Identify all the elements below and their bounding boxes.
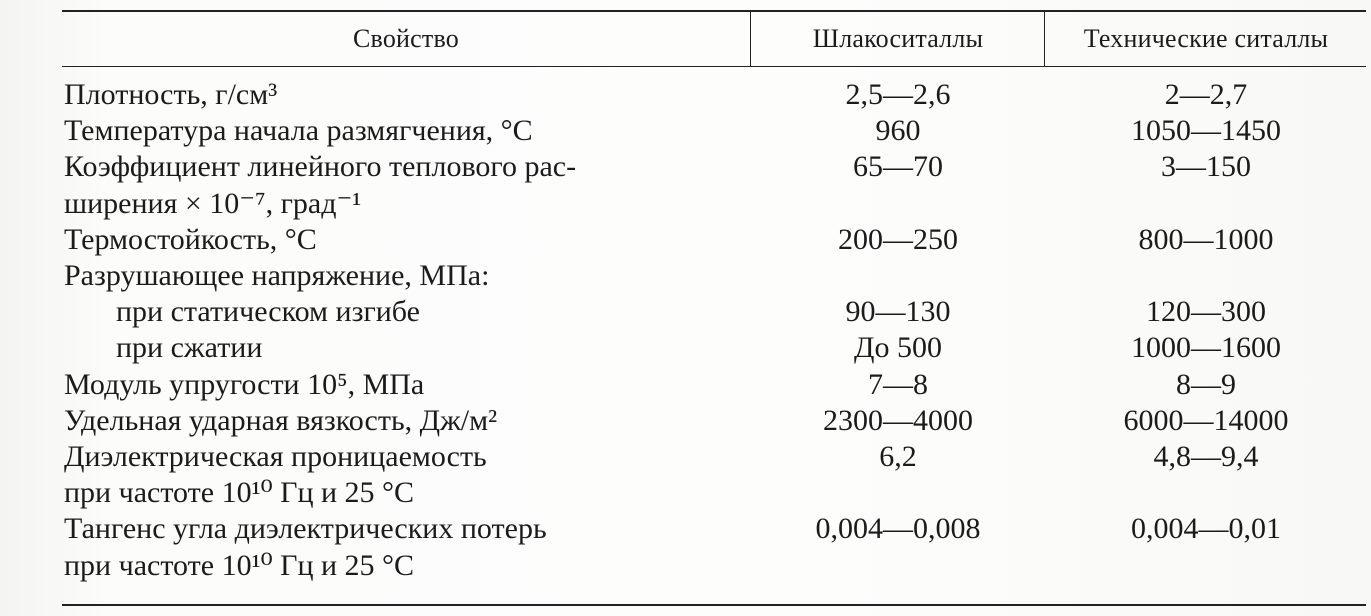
property-label: Коэффициент линейного теплового рас- [64, 150, 577, 184]
property-label: Тангенс угла диэлектрических потерь [64, 512, 547, 546]
property-label: при частоте 10¹⁰ Гц и 25 °C [64, 548, 415, 582]
technical-sitall-value: 0,004—0,01 [1131, 512, 1281, 546]
slag-sitall-value: 200—250 [838, 222, 958, 256]
technical-sitall-value: 6000—14000 [1123, 403, 1289, 437]
property-label: Модуль упругости 10⁵, МПа [64, 367, 425, 401]
technical-sitall-value: 8—9 [1176, 367, 1236, 401]
technical-sitall-value: 120—300 [1146, 295, 1266, 329]
header-separator [750, 12, 751, 66]
property-label: при статическом изгибе [116, 295, 420, 329]
slag-sitall-value: 960 [875, 114, 921, 148]
slag-sitall-value: 6,2 [879, 440, 917, 473]
property-label: Разрушающее напряжение, МПа: [64, 259, 490, 292]
slag-sitall-value: До 500 [854, 331, 942, 365]
header-separator [1044, 12, 1045, 66]
property-label: ширения × 10⁻⁷, град⁻¹ [64, 186, 362, 220]
property-label: Плотность, г/см³ [64, 78, 278, 111]
property-label: Удельная ударная вязкость, Дж/м² [64, 403, 498, 437]
column-header-property: Свойство [353, 24, 459, 53]
slag-sitall-value: 90—130 [845, 295, 951, 329]
column-header-technical-sitalls: Технические ситаллы [1083, 24, 1329, 53]
technical-sitall-value: 800—1000 [1138, 222, 1274, 256]
property-label: Температура начала размягчения, °C [64, 114, 533, 148]
column-header-slag-sitalls: Шлакоситаллы [812, 24, 984, 53]
property-label: Термостойкость, °C [64, 222, 317, 256]
slag-sitall-value: 65—70 [853, 150, 943, 184]
technical-sitall-value: 1000—1600 [1131, 331, 1281, 365]
slag-sitall-value: 2,5—2,6 [845, 78, 951, 111]
technical-sitall-value: 1050—1450 [1131, 114, 1281, 148]
slag-sitall-value: 0,004—0,008 [815, 512, 981, 546]
table-bottom-rule [62, 604, 1366, 606]
technical-sitall-value: 4,8—9,4 [1153, 440, 1259, 473]
property-label: Диэлектрическая проницаемость [64, 440, 487, 473]
property-label: при частоте 10¹⁰ Гц и 25 °C [64, 476, 415, 510]
property-label: при сжатии [116, 331, 263, 365]
slag-sitall-value: 2300—4000 [823, 403, 973, 437]
technical-sitall-value: 2—2,7 [1164, 78, 1248, 111]
technical-sitall-value: 3—150 [1161, 150, 1251, 184]
header-bottom-rule [62, 66, 1366, 67]
slag-sitall-value: 7—8 [868, 367, 928, 401]
